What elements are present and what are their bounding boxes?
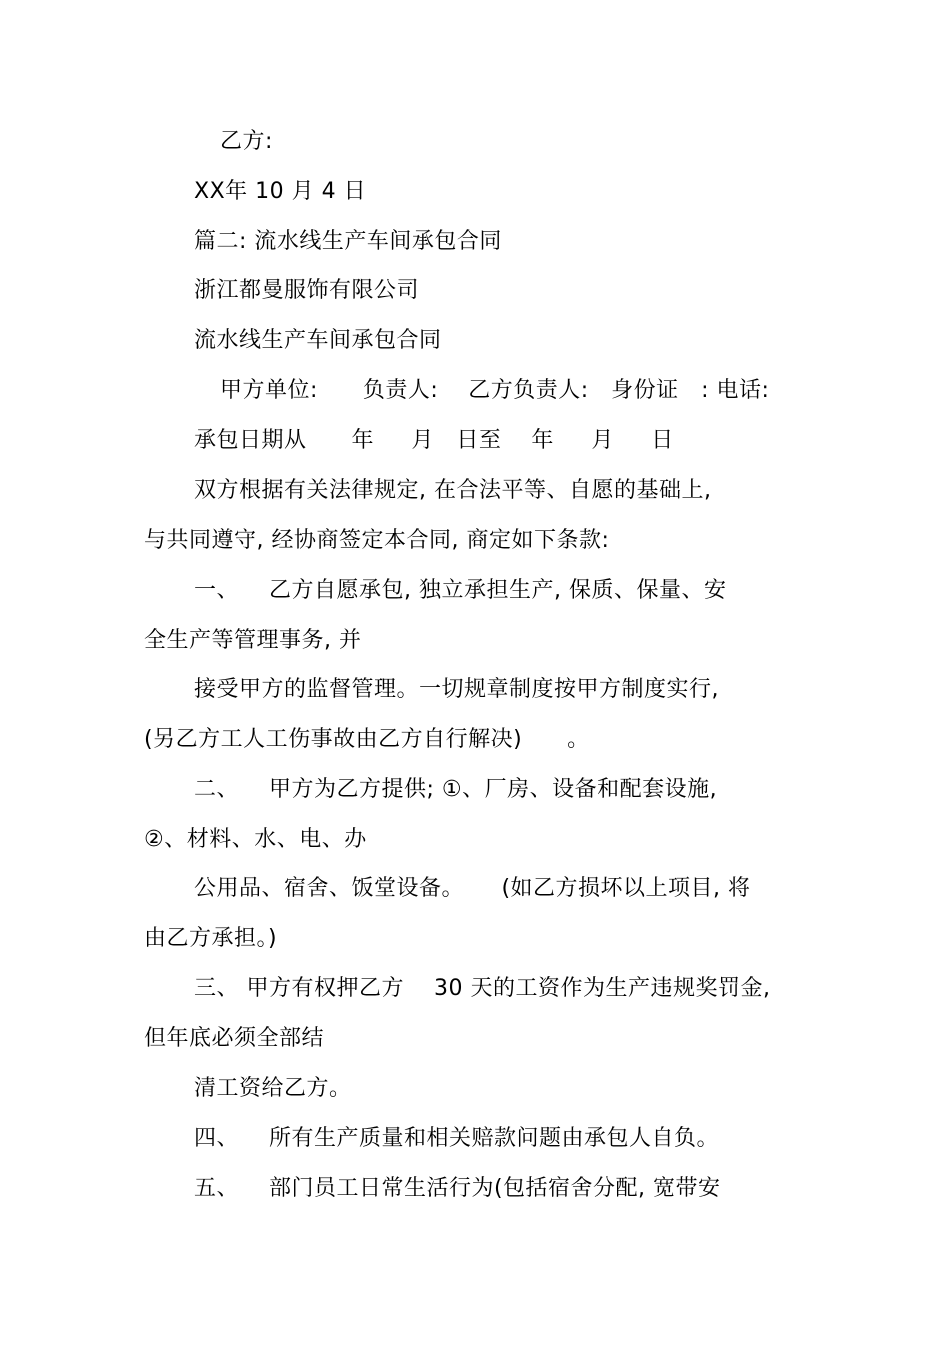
clause-2-line-4: 由乙方承担。): [144, 926, 278, 951]
contract-title: 流水线生产车间承包合同: [194, 328, 442, 353]
clause-2-line-3: 公用品、宿舍、饭堂设备。 (如乙方损坏以上项目, 将: [194, 876, 751, 901]
clause-3-line-3: 清工资给乙方。: [194, 1076, 352, 1101]
clause-1-line-3: 接受甲方的监督管理。一切规章制度按甲方制度实行,: [194, 677, 719, 702]
clause-3-line-2: 但年底必须全部结: [144, 1026, 325, 1051]
clause-1-line-2: 全生产等管理事务, 并: [144, 628, 362, 653]
clause-1-line-4: (另乙方工人工伤事故由乙方自行解决) 。: [144, 727, 590, 752]
clause-3-line-1: 三、 甲方有权押乙方 30 天的工资作为生产违规奖罚金,: [194, 976, 771, 1001]
preamble-line-1: 双方根据有关法律规定, 在合法平等、自愿的基础上,: [194, 478, 712, 503]
clause-1-line-1: 一、 乙方自愿承包, 独立承担生产, 保质、保量、安: [194, 578, 727, 603]
company-name: 浙江都曼服饰有限公司: [194, 278, 420, 303]
signing-date: XX年 10 月 4 日: [194, 179, 367, 204]
clause-5-line-1: 五、 部门员工日常生活行为(包括宿舍分配, 宽带安: [194, 1176, 721, 1201]
section-heading: 篇二: 流水线生产车间承包合同: [194, 229, 502, 254]
contract-period-line: 承包日期从 年 月 日至 年 月 日: [194, 428, 674, 453]
clause-2-line-1: 二、 甲方为乙方提供; ①、厂房、设备和配套设施,: [194, 777, 718, 802]
clause-2-line-2: ②、材料、水、电、办: [144, 827, 367, 852]
clause-4-line-1: 四、 所有生产质量和相关赔款问题由承包人自负。: [194, 1126, 719, 1151]
preamble-line-2: 与共同遵守, 经协商签定本合同, 商定如下条款:: [144, 528, 610, 553]
party-info-line: 甲方单位: 负责人: 乙方负责人: 身份证 : 电话:: [220, 378, 770, 403]
party-b-signature-label: 乙方:: [220, 129, 273, 154]
